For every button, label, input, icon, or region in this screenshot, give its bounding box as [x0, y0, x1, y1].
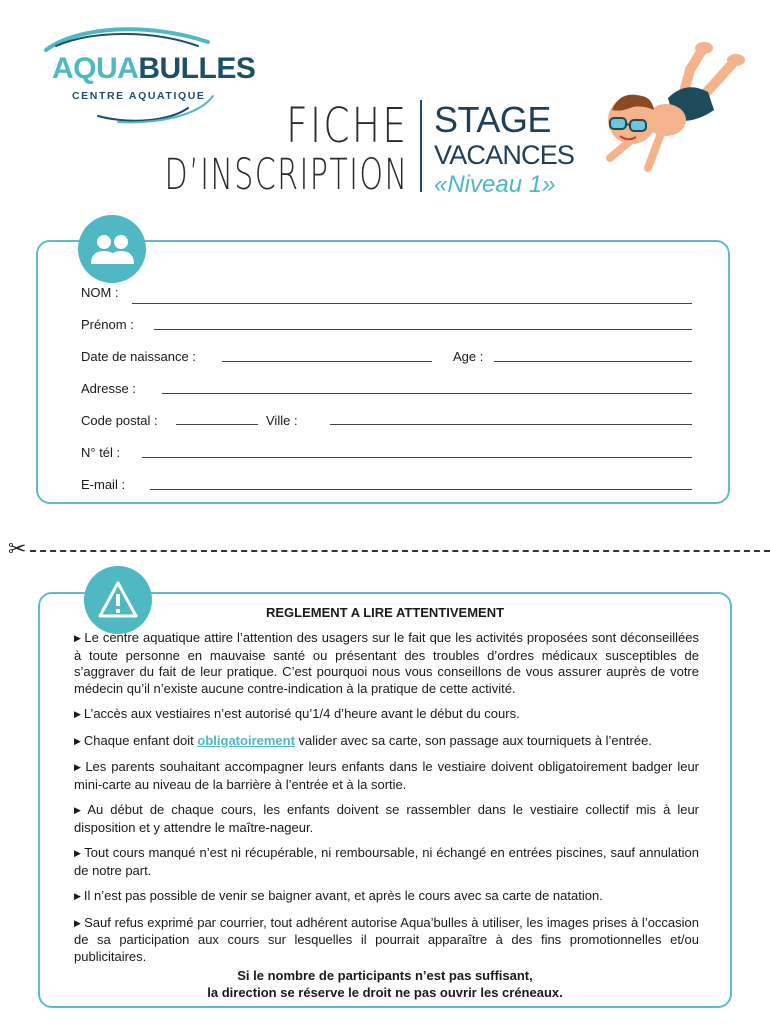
rule-item: ▶ Les parents souhaitant accompagner leurs enfants dans le vestiaire doivent obligatoirement badger leur mini-carte au niveau de la barrière à l’entrée et à la sortie.: [74, 759, 700, 792]
rules-footer: [0, 968, 770, 1001]
age-label: Age :: [453, 349, 484, 364]
code-postal-field[interactable]: [176, 424, 258, 425]
cut-line: [30, 550, 770, 552]
users-icon: [89, 232, 135, 266]
bullet-arrow-icon: ▶: [74, 805, 85, 815]
swimmer-illustration: [590, 40, 750, 180]
bullet-arrow-icon: ▶: [74, 891, 81, 901]
rule-item: ▶ Sauf refus exprimé par courrier, tout adhérent autorise Aqua’bulles à utiliser, les images prises à l’occasion de sa participation aux cours sur lesquelles il pourrait apparaître à des fins promotionnelles et/ou publicitaires.: [74, 914, 700, 964]
rule-item: ▶ Tout cours manqué n’est ni récupérable, ni remboursable, ni échangé en entrées piscines, sauf annulation de notre part.: [74, 845, 699, 878]
tel-field[interactable]: [142, 457, 692, 458]
bullet-arrow-icon: ▶: [74, 709, 81, 719]
bullet-arrow-icon: ▶: [74, 848, 82, 858]
email-label: E-mail :: [81, 477, 126, 492]
logo-wordmark: AQUABULLES: [52, 52, 256, 85]
rule-item: ▶ Au début de chaque cours, les enfants doivent se rassembler dans le vestiaire collectif mis à leur disposition et y attendre le maître-nageur.: [74, 802, 700, 835]
adresse-field[interactable]: [162, 393, 692, 394]
rules-list: [74, 630, 699, 974]
adresse-label: Adresse :: [81, 381, 136, 396]
registration-form: [36, 240, 730, 504]
users-badge: [78, 215, 146, 283]
title-stage: STAGE: [434, 99, 551, 140]
code-postal-label: Code postal :: [81, 413, 158, 428]
prenom-label: Prénom :: [81, 317, 134, 332]
prenom-field[interactable]: [154, 329, 692, 330]
title-divider: [420, 100, 422, 192]
page-title: [60, 100, 408, 198]
logo-subtitle: CENTRE AQUATIQUE: [72, 90, 206, 102]
footer-line-2: la direction se réserve le droit ne pas ouvrir les créneaux.: [207, 984, 563, 1000]
obligatoirement-link: obligatoirement: [197, 732, 295, 748]
title-inscription: D’INSCRIPTION: [164, 150, 408, 200]
date-naissance-label: Date de naissance :: [81, 349, 196, 364]
nom-field[interactable]: [132, 303, 692, 304]
nom-label: NOM :: [81, 285, 119, 300]
title-vacances: VACANCES: [434, 140, 575, 170]
bullet-arrow-icon: ▶: [74, 762, 83, 772]
email-field[interactable]: [150, 489, 692, 490]
title-niveau: «Niveau 1»: [434, 171, 556, 198]
rule-item: ▶ L’accès aux vestiaires n’est autorisé qu’1/4 d’heure avant le début du cours.: [74, 706, 520, 721]
bullet-arrow-icon: ▶: [74, 917, 82, 928]
rule-item: ▶ Le centre aquatique attire l’attention des usagers sur le fait que les activités proposées sont déconseillées à toute personne en mauvaise santé ou présentant des troubles d’ordres médicaux susceptibles de s’aggraver du fait de leur pratique. C’est pourquoi nous vous conseillons de vous assurer auprès de votre médecin qu’il n’existe aucune contre-indication à la pratique de cette activité.: [74, 630, 700, 696]
scissors-icon: ✂: [8, 536, 27, 561]
bullet-arrow-icon: ▶: [74, 633, 82, 643]
tel-label: N° tél :: [81, 445, 121, 460]
age-field[interactable]: [494, 361, 692, 362]
ville-label: Ville :: [266, 413, 298, 428]
rule-item: ▶ Il n’est pas possible de venir se baigner avant, et après le cours avec sa carte de natation.: [74, 888, 603, 903]
bullet-arrow-icon: ▶: [74, 735, 81, 746]
rule-item: ▶ Chaque enfant doit obligatoirement valider avec sa carte, son passage aux tourniquets à l’entrée.: [74, 732, 652, 748]
footer-line-1: Si le nombre de participants n’est pas suffisant,: [237, 968, 533, 983]
warning-badge: [84, 566, 152, 634]
title-fiche: FICHE: [285, 98, 408, 154]
rules-title: REGLEMENT A LIRE ATTENTIVEMENT: [265, 605, 505, 620]
stage-title: [434, 100, 574, 200]
ville-field[interactable]: [330, 424, 692, 425]
date-naissance-field[interactable]: [222, 361, 432, 362]
